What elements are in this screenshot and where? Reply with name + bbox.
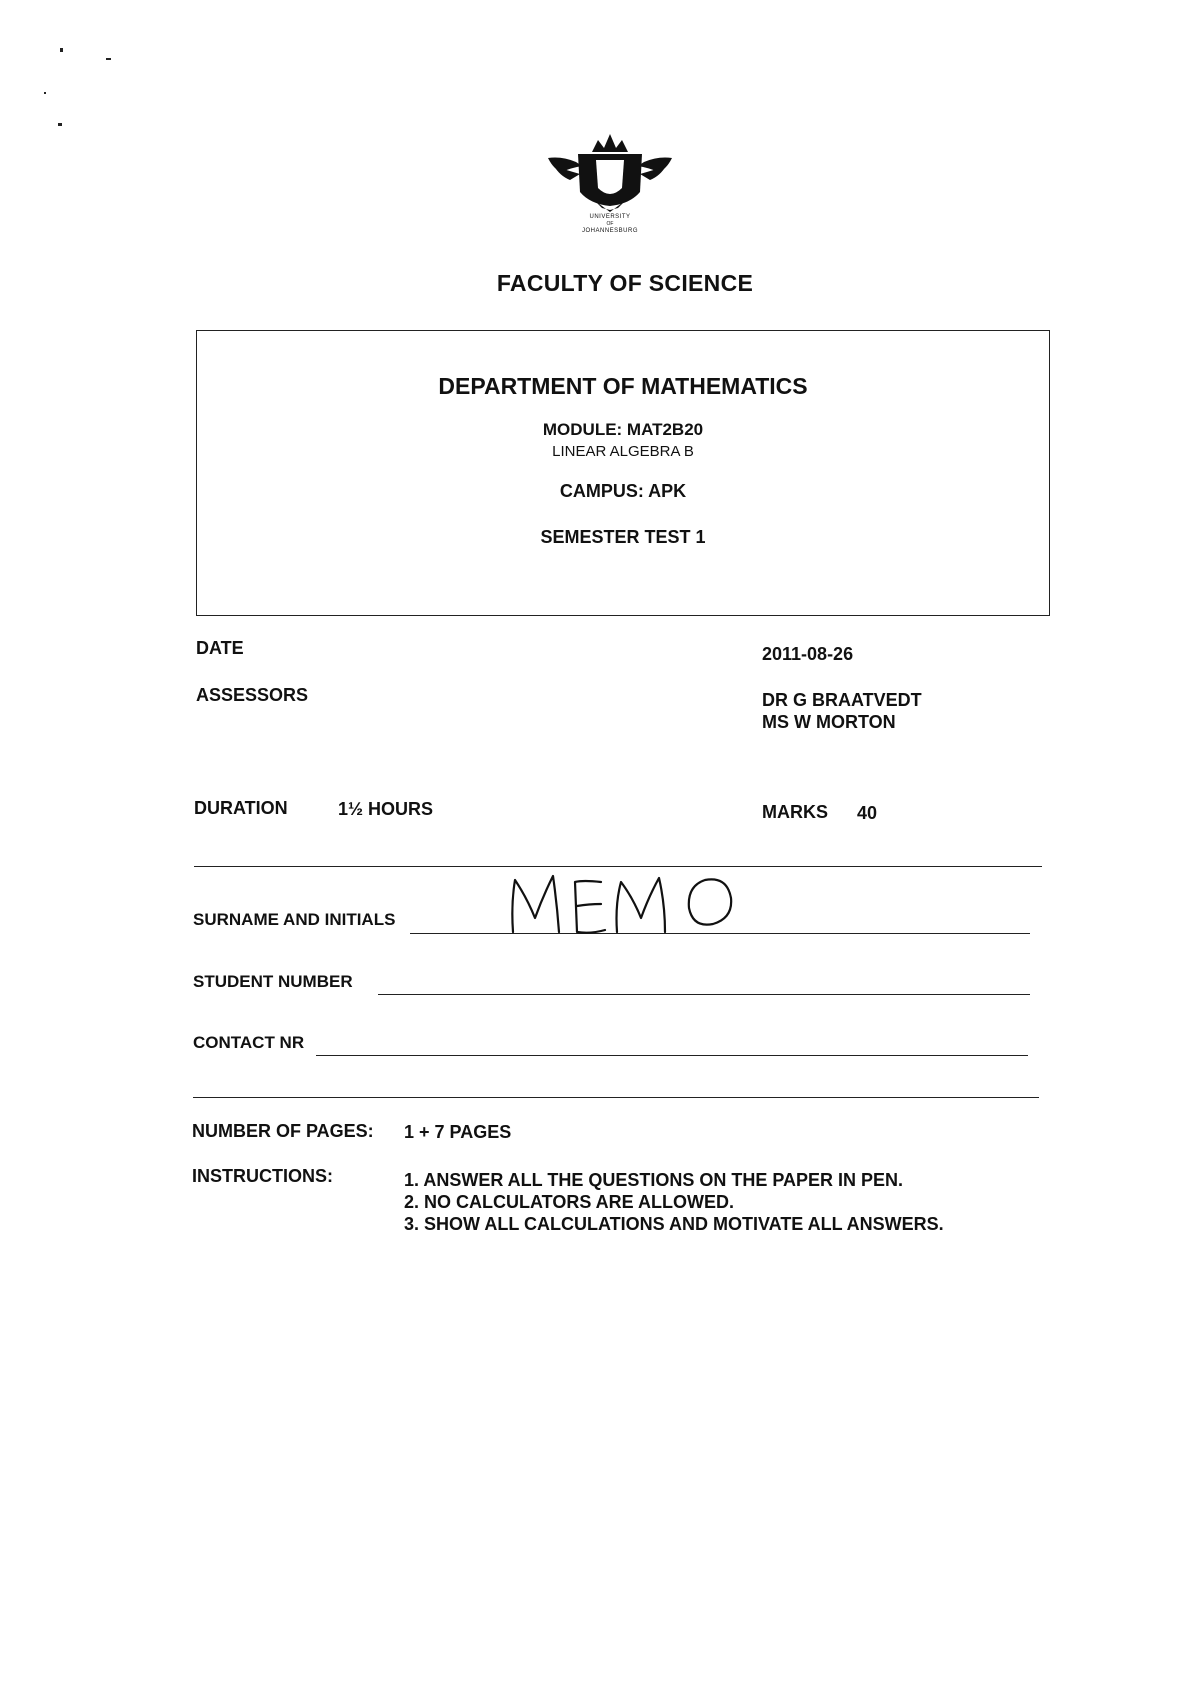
assessment-type: SEMESTER TEST 1 bbox=[540, 527, 706, 547]
pages-value: 1 + 7 PAGES bbox=[404, 1122, 512, 1142]
scan-speck bbox=[60, 48, 63, 52]
assessor-1: DR G BRAATVEDT bbox=[762, 690, 922, 710]
marks-label: MARKS bbox=[762, 802, 828, 822]
handwritten-memo-icon bbox=[505, 868, 775, 938]
instruction-item: 2. NO CALCULATORS ARE ALLOWED. bbox=[404, 1192, 734, 1212]
assessors-label: ASSESSORS bbox=[196, 685, 309, 705]
logo-text-line3: JOHANNESBURG bbox=[581, 228, 638, 234]
date-value: 2011-08-26 bbox=[762, 644, 854, 664]
university-crest-logo bbox=[540, 130, 680, 245]
student-number-label: STUDENT NUMBER bbox=[193, 972, 353, 991]
scan-speck bbox=[106, 58, 111, 60]
divider-bottom bbox=[193, 1097, 1039, 1098]
scan-speck bbox=[44, 92, 46, 94]
student-number-field-line[interactable] bbox=[378, 994, 1030, 995]
instructions-label: INSTRUCTIONS: bbox=[192, 1166, 333, 1186]
marks-value: 40 bbox=[857, 803, 878, 823]
date-label: DATE bbox=[196, 638, 244, 658]
divider-top bbox=[194, 866, 1042, 867]
department-title: DEPARTMENT OF MATHEMATICS bbox=[438, 373, 808, 399]
pages-label: NUMBER OF PAGES: bbox=[192, 1121, 374, 1141]
surname-label: SURNAME AND INITIALS bbox=[193, 910, 396, 929]
campus: CAMPUS: APK bbox=[559, 481, 687, 501]
assessor-2: MS W MORTON bbox=[762, 712, 896, 732]
department-box bbox=[196, 330, 1050, 616]
module-name: LINEAR ALGEBRA B bbox=[552, 443, 694, 460]
logo-text-line2: OF bbox=[606, 221, 614, 227]
contact-field-line[interactable] bbox=[316, 1055, 1028, 1056]
duration-value: 1½ HOURS bbox=[338, 799, 434, 819]
instruction-item: 1. ANSWER ALL THE QUESTIONS ON THE PAPER IN PEN. bbox=[404, 1170, 904, 1190]
surname-handwritten-value bbox=[505, 868, 775, 938]
duration-label: DURATION bbox=[194, 798, 288, 818]
scan-speck bbox=[58, 123, 62, 126]
module-code: MODULE: MAT2B20 bbox=[542, 420, 704, 439]
contact-label: CONTACT NR bbox=[193, 1033, 305, 1052]
instruction-item: 3. SHOW ALL CALCULATIONS AND MOTIVATE ALL ANSWERS. bbox=[404, 1214, 944, 1234]
faculty-title: FACULTY OF SCIENCE bbox=[496, 270, 754, 296]
logo-text-line1: UNIVERSITY bbox=[589, 214, 631, 220]
